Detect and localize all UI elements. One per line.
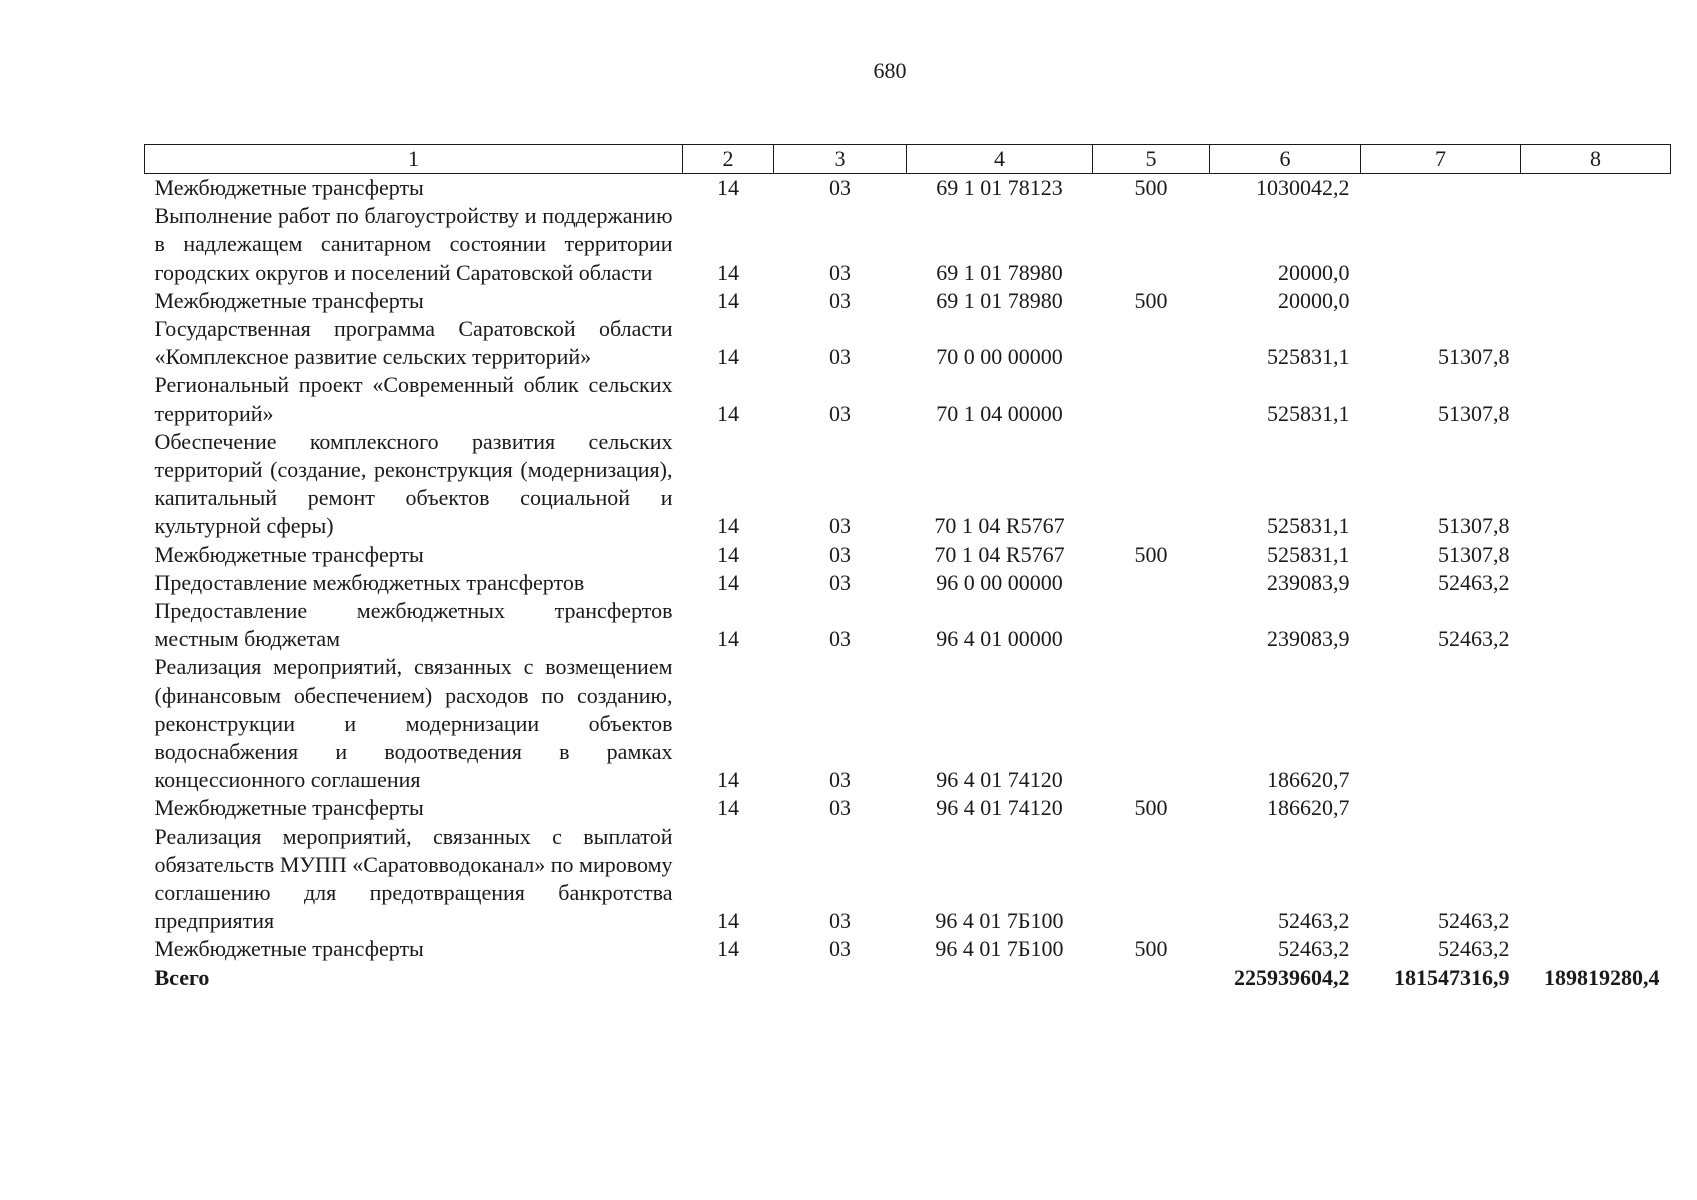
amount-col8-cell [1521,653,1671,794]
target-article-cell: 69 1 01 78980 [936,287,1063,313]
table-row [145,174,1671,203]
expense-type-cell [1093,569,1210,597]
row-name-cell: Обеспечение комплексного развития сельских территорий (создание, реконструкция (модернизация), капитальный ремонт объектов социальной и культурной сферы) [154,428,673,539]
empty-cell [907,964,1093,992]
amount-col8-cell [1521,935,1671,963]
amount-col7-cell [1361,174,1521,203]
amount-col6-cell: 525831,1 [1267,513,1350,539]
target-article-cell: 69 1 01 78123 [936,175,1063,200]
table-row [145,371,1671,427]
target-article-cell: 70 1 04 R5767 [934,541,1065,567]
table-row [145,935,1671,963]
target-article-cell: 96 4 01 7Б100 [935,908,1064,934]
amount-col6-cell: 525831,1 [1267,400,1350,426]
expense-type-cell [1093,823,1210,936]
amount-col8-cell [1521,541,1671,569]
row-name-cell: Межбюджетные трансферты [154,936,424,962]
section-code-cell: 14 [717,175,739,200]
table-row [145,428,1671,541]
amount-col8-cell [1521,794,1671,822]
amount-col7-cell [1361,202,1521,287]
amount-col6-cell: 186620,7 [1267,767,1350,793]
amount-col6-cell: 525831,1 [1267,344,1350,370]
section-code-cell: 14 [717,908,739,934]
section-code-cell: 14 [717,795,739,821]
budget-table [144,144,1671,992]
section-code-cell: 14 [717,513,739,539]
subsection-code-cell: 03 [829,936,851,962]
total-col8-cell: 189819280,4 [1544,964,1660,990]
amount-col6-cell: 1030042,2 [1256,175,1350,200]
amount-col6-cell: 20000,0 [1278,259,1350,285]
section-code-cell: 14 [717,259,739,285]
expense-type-cell: 500 [1134,287,1168,313]
expense-type-cell: 500 [1134,175,1168,200]
row-name-cell: Реализация мероприятий, связанных с возмещением (финансовым обеспечением) расходов по созданию, реконструкции и модернизации объектов водоснабжения и водоотведения в рамках концессионного соглашения [154,654,673,793]
total-col6-cell: 225939604,2 [1234,964,1350,990]
section-code-cell: 14 [717,767,739,793]
target-article-cell: 96 4 01 74120 [936,767,1063,793]
total-row [145,964,1671,992]
total-col7-cell: 181547316,9 [1394,964,1510,990]
amount-col7-cell: 52463,2 [1438,569,1510,595]
table-row [145,653,1671,794]
amount-col6-cell: 52463,2 [1278,908,1350,934]
row-name-cell: Реализация мероприятий, связанных с выплатой обязательств МУПП «Саратовводоканал» по мировому соглашению для предотвращения банкротства предприятия [154,823,673,934]
amount-col6-cell: 239083,9 [1267,626,1350,652]
amount-col6-cell: 52463,2 [1278,936,1350,962]
row-name-cell: Выполнение работ по благоустройству и поддержанию в надлежащем санитарном состоянии территории городских округов и поселений Саратовской области [154,203,673,285]
section-code-cell: 14 [717,344,739,370]
table-row [145,794,1671,822]
amount-col8-cell [1521,202,1671,287]
subsection-code-cell: 03 [829,287,851,313]
target-article-cell: 70 1 04 00000 [936,400,1063,426]
expense-type-cell [1093,202,1210,287]
expense-type-cell [1093,428,1210,541]
amount-col8-cell [1521,569,1671,597]
amount-col8-cell [1521,597,1671,653]
subsection-code-cell: 03 [829,259,851,285]
expense-type-cell: 500 [1134,936,1168,962]
subsection-code-cell: 03 [829,400,851,426]
row-name-cell: Предоставление межбюджетных трансфертов местным бюджетам [154,598,673,652]
amount-col8-cell [1521,371,1671,427]
amount-col7-cell [1361,794,1521,822]
subsection-code-cell: 03 [829,767,851,793]
empty-cell [774,964,907,992]
amount-col6-cell: 186620,7 [1267,795,1350,821]
table-row [145,315,1671,371]
row-name-cell: Государственная программа Саратовской области «Комплексное развитие сельских территорий» [154,316,673,370]
target-article-cell: 96 4 01 00000 [936,626,1063,652]
expense-type-cell: 500 [1134,541,1168,567]
amount-col8-cell [1521,823,1671,936]
table-row [145,287,1671,315]
column-header-5: 5 [1093,145,1210,174]
row-name-cell: Предоставление межбюджетных трансфертов [154,569,585,595]
row-name-cell: Межбюджетные трансферты [154,541,424,567]
amount-col8-cell [1521,287,1671,315]
subsection-code-cell: 03 [829,795,851,821]
subsection-code-cell: 03 [829,569,851,595]
amount-col8-cell [1521,315,1671,371]
column-header-1: 1 [145,145,683,174]
section-code-cell: 14 [717,626,739,652]
amount-col7-cell: 52463,2 [1438,936,1510,962]
amount-col7-cell: 51307,8 [1438,541,1510,567]
subsection-code-cell: 03 [829,513,851,539]
amount-col6-cell: 239083,9 [1267,569,1350,595]
column-header-6: 6 [1210,145,1361,174]
row-name-cell: Межбюджетные трансферты [154,287,424,313]
subsection-code-cell: 03 [829,175,851,200]
amount-col7-cell: 51307,8 [1438,344,1510,370]
amount-col7-cell: 51307,8 [1438,400,1510,426]
target-article-cell: 70 1 04 R5767 [934,513,1065,539]
table-body [145,174,1671,992]
expense-type-cell [1093,653,1210,794]
empty-cell [683,964,774,992]
subsection-code-cell: 03 [829,908,851,934]
table-row [145,597,1671,653]
expense-type-cell [1093,315,1210,371]
target-article-cell: 96 4 01 7Б100 [935,936,1064,962]
target-article-cell: 70 0 00 00000 [936,344,1063,370]
total-label-cell: Всего [154,964,210,990]
amount-col8-cell [1521,174,1671,203]
section-code-cell: 14 [717,400,739,426]
column-header-2: 2 [683,145,774,174]
row-name-cell: Межбюджетные трансферты [154,175,424,200]
empty-cell [1093,964,1210,992]
amount-col7-cell: 51307,8 [1438,513,1510,539]
amount-col7-cell: 52463,2 [1438,908,1510,934]
section-code-cell: 14 [717,287,739,313]
expense-type-cell [1093,371,1210,427]
subsection-code-cell: 03 [829,344,851,370]
target-article-cell: 69 1 01 78980 [936,259,1063,285]
amount-col8-cell [1521,428,1671,541]
target-article-cell: 96 0 00 00000 [936,569,1063,595]
amount-col7-cell [1361,653,1521,794]
row-name-cell: Межбюджетные трансферты [154,795,424,821]
subsection-code-cell: 03 [829,626,851,652]
table-header [145,145,1671,174]
column-header-8: 8 [1521,145,1671,174]
amount-col7-cell: 52463,2 [1438,626,1510,652]
column-header-3: 3 [774,145,907,174]
expense-type-cell: 500 [1134,795,1168,821]
expense-type-cell [1093,597,1210,653]
table-row [145,823,1671,936]
section-code-cell: 14 [717,936,739,962]
row-name-cell: Региональный проект «Современный облик сельских территорий» [154,372,673,426]
table-row [145,569,1671,597]
table-row [145,541,1671,569]
table-row [145,202,1671,287]
section-code-cell: 14 [717,541,739,567]
page-number: 680 [873,58,907,83]
section-code-cell: 14 [717,569,739,595]
header-row [145,145,1671,174]
amount-col6-cell: 525831,1 [1267,541,1350,567]
amount-col7-cell [1361,287,1521,315]
amount-col6-cell: 20000,0 [1278,287,1350,313]
column-header-7: 7 [1361,145,1521,174]
target-article-cell: 96 4 01 74120 [936,795,1063,821]
column-header-4: 4 [907,145,1093,174]
subsection-code-cell: 03 [829,541,851,567]
